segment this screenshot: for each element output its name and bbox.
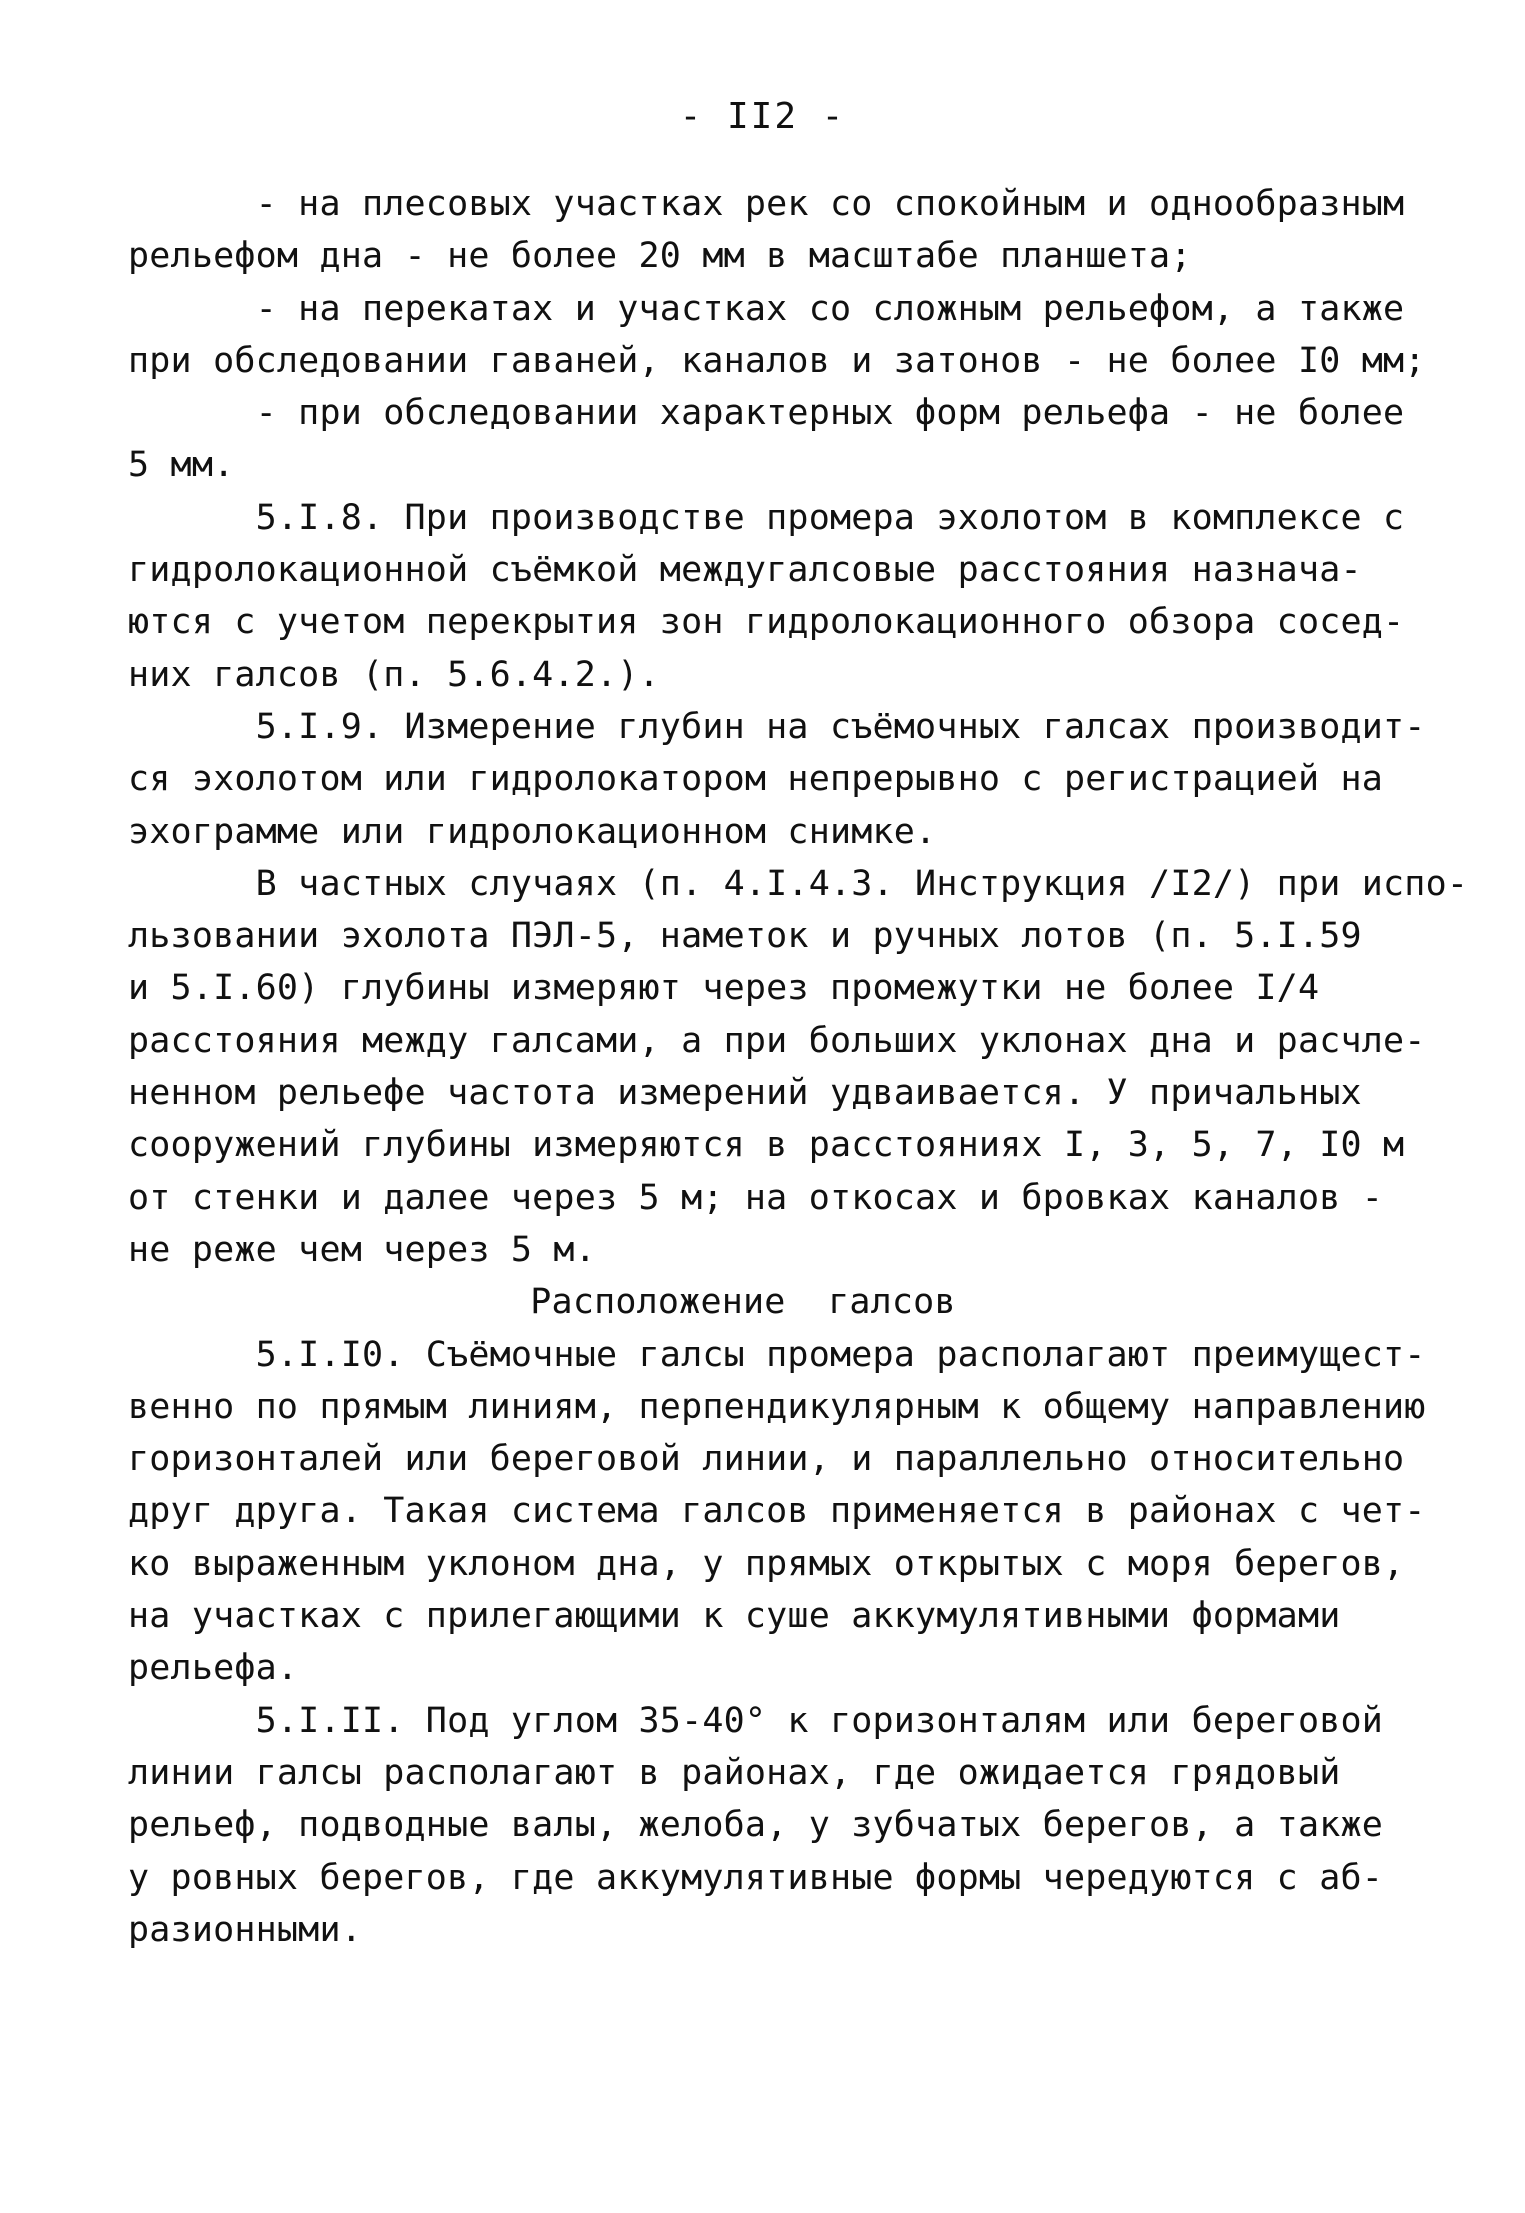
text-line: - на перекатах и участках со сложным рельефом, а также bbox=[128, 288, 1405, 329]
text-line: рельефа. bbox=[128, 1648, 299, 1689]
text-line: гидролокационной съёмкой междугалсовые расстояния назнача- bbox=[128, 550, 1362, 591]
text-line: венно по прямым линиям, перпендикулярным к общему направлению bbox=[128, 1386, 1426, 1427]
page-number: - II2 - bbox=[679, 96, 846, 137]
text-line: 5.I.I0. Съёмочные галсы промера располагают преимущест- bbox=[128, 1334, 1426, 1375]
text-line: ко выраженным уклоном дна, у прямых открытых с моря берегов, bbox=[128, 1543, 1405, 1584]
text-line: и 5.I.60) глубины измеряют через промежутки не более I/4 bbox=[128, 968, 1320, 1009]
text-line: рельеф, подводные валы, желоба, у зубчатых берегов, а также bbox=[128, 1805, 1384, 1846]
text-line: 5.I.II. Под углом 35-40° к горизонталям или береговой bbox=[128, 1700, 1384, 1741]
text-line: сооружений глубины измеряются в расстояниях I, 3, 5, 7, I0 м bbox=[128, 1125, 1405, 1166]
text-line: рельефом дна - не более 20 мм в масштабе планшета; bbox=[128, 236, 1192, 277]
body-text bbox=[128, 178, 1469, 1956]
text-line: друг друга. Такая система галсов применяется в районах с чет- bbox=[128, 1491, 1426, 1532]
text-line: разионными. bbox=[128, 1909, 362, 1950]
text-line: льзовании эхолота ПЭЛ-5, наметок и ручных лотов (п. 5.I.59 bbox=[128, 916, 1362, 957]
text-line: - при обследовании характерных форм рельефа - не более bbox=[128, 393, 1405, 434]
text-line: расстояния между галсами, а при больших уклонах дна и расчле- bbox=[128, 1020, 1426, 1061]
text-line: при обследовании гаваней, каналов и затонов - не более I0 мм; bbox=[128, 340, 1426, 381]
text-line: 5.I.9. Измерение глубин на съёмочных галсах производит- bbox=[128, 706, 1426, 747]
text-line: от стенки и далее через 5 м; на откосах и бровках каналов - bbox=[128, 1177, 1384, 1218]
text-line: ненном рельефе частота измерений удваивается. У причальных bbox=[128, 1073, 1362, 1114]
text-line: них галсов (п. 5.6.4.2.). bbox=[128, 654, 660, 695]
text-line: линии галсы располагают в районах, где ожидается грядовый bbox=[128, 1752, 1341, 1793]
text-line: ются с учетом перекрытия зон гидролокационного обзора сосед- bbox=[128, 602, 1405, 643]
text-line: - на плесовых участках рек со спокойным и однообразным bbox=[128, 184, 1405, 224]
text-line: В частных случаях (п. 4.I.4.3. Инструкция /I2/) при испо- bbox=[128, 863, 1469, 904]
text-line: 5 мм. bbox=[128, 445, 235, 486]
text-line: у ровных берегов, где аккумулятивные формы чередуются с аб- bbox=[128, 1857, 1384, 1898]
text-line: не реже чем через 5 м. bbox=[128, 1229, 596, 1270]
text-line: 5.I.8. При производстве промера эхолотом в комплексе с bbox=[128, 497, 1405, 538]
section-heading: Расположение галсов bbox=[530, 1282, 956, 1323]
text-line: ся эхолотом или гидролокатором непрерывно с регистрацией на bbox=[128, 759, 1384, 800]
text-line: эхограмме или гидролокационном снимке. bbox=[128, 811, 937, 852]
text-line: горизонталей или береговой линии, и параллельно относительно bbox=[128, 1439, 1405, 1480]
text-line: на участках с прилегающими к суше аккумулятивными формами bbox=[128, 1596, 1341, 1637]
